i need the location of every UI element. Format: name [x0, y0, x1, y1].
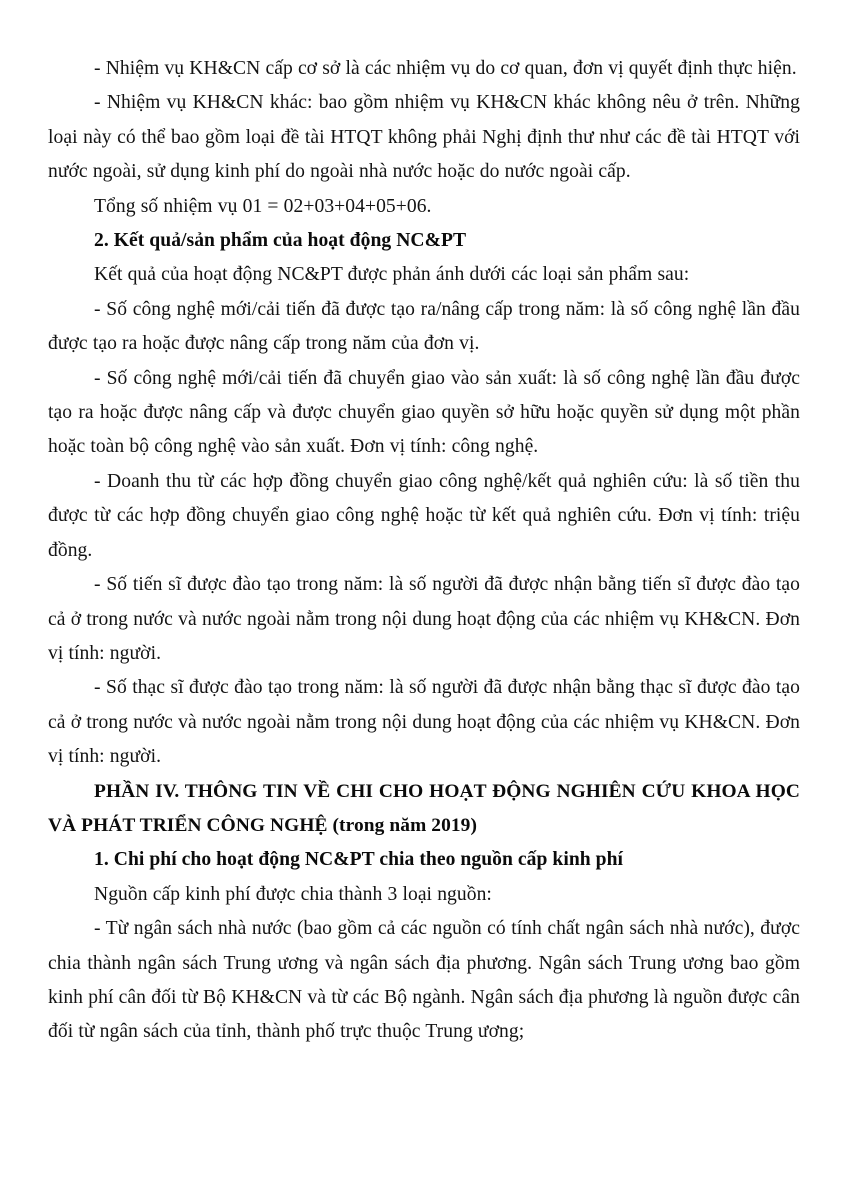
paragraph-so-cong-nghe-moi-cai-tien: - Số công nghệ mới/cải tiến đã được tạo ra/nâng cấp trong năm: là số công nghệ lần đầu được tạo ra hoặc được nâng cấp trong năm của đơn vị. [48, 298, 800, 355]
paragraph-tong-so-nhiem-vu: Tổng số nhiệm vụ 01 = 02+03+04+05+06. [94, 195, 432, 217]
paragraph-so-thac-si: - Số thạc sĩ được đào tạo trong năm: là số người đã được nhận bằng thạc sĩ được đào tạo cả ở trong nước và nước ngoài nằm trong nội dung hoạt động của các nhiệm vụ KH&CN. Đơn vị tính: người. [48, 677, 800, 768]
paragraph-nguon-cap-kinh-phi: Nguồn cấp kinh phí được chia thành 3 loại nguồn: [94, 883, 492, 905]
heading-1-chi-phi-nguon-cap: 1. Chi phí cho hoạt động NC&PT chia theo nguồn cấp kinh phí [94, 849, 624, 871]
page-content [48, 52, 800, 1050]
heading-2-ket-qua-san-pham: 2. Kết quả/sản phẩm của hoạt động NC&PT [94, 230, 467, 252]
paragraph-nhiem-vu-cap-co-so: - Nhiệm vụ KH&CN cấp cơ sở là các nhiệm vụ do cơ quan, đơn vị quyết định thực hiện. [94, 58, 797, 79]
paragraph-nhiem-vu-khac: - Nhiệm vụ KH&CN khác: bao gồm nhiệm vụ KH&CN khác không nêu ở trên. Những loại này có thể bao gồm loại đề tài HTQT không phải Nghị định thư như các đề tài HTQT với nước ngoài, sử dụng kinh phí do ngoài nhà nước hoặc do nước ngoài cấp. [48, 92, 800, 183]
paragraph-doanh-thu-hop-dong: - Doanh thu từ các hợp đồng chuyển giao công nghệ/kết quả nghiên cứu: là số tiền thu được từ các hợp đồng chuyển giao công nghệ hoặc từ kết quả nghiên cứu. Đơn vị tính: triệu đồng. [48, 470, 800, 561]
heading-phan-iv: PHẦN IV. THÔNG TIN VỀ CHI CHO HOẠT ĐỘNG NGHIÊN CỨU KHOA HỌC VÀ PHÁT TRIỂN CÔNG NGHỆ (trong năm 2019) [48, 780, 800, 836]
paragraph-ket-qua-hoat-dong: Kết quả của hoạt động NC&PT được phản ánh dưới các loại sản phẩm sau: [94, 264, 690, 286]
paragraph-so-cong-nghe-chuyen-giao: - Số công nghệ mới/cải tiến đã chuyển giao vào sản xuất: là số công nghệ lần đầu được tạo ra hoặc được nâng cấp và được chuyển giao quyền sở hữu hoặc quyền sử dụng một phần hoặc toàn bộ công nghệ vào sản xuất. Đơn vị tính: công nghệ. [48, 367, 800, 458]
paragraph-so-tien-si: - Số tiến sĩ được đào tạo trong năm: là số người đã được nhận bằng tiến sĩ được đào tạo cả ở trong nước và nước ngoài nằm trong nội dung hoạt động của các nhiệm vụ KH&CN. Đơn vị tính: người. [48, 574, 800, 664]
paragraph-tu-ngan-sach-nha-nuoc: - Từ ngân sách nhà nước (bao gồm cả các nguồn có tính chất ngân sách nhà nước), được chia thành ngân sách Trung ương và ngân sách địa phương. Ngân sách Trung ương bao gồm kinh phí cân đối từ Bộ KH&CN và từ các Bộ ngành. Ngân sách địa phương là nguồn được cân đối từ ngân sách của tỉnh, thành phố trực thuộc Trung ương; [48, 918, 800, 1043]
